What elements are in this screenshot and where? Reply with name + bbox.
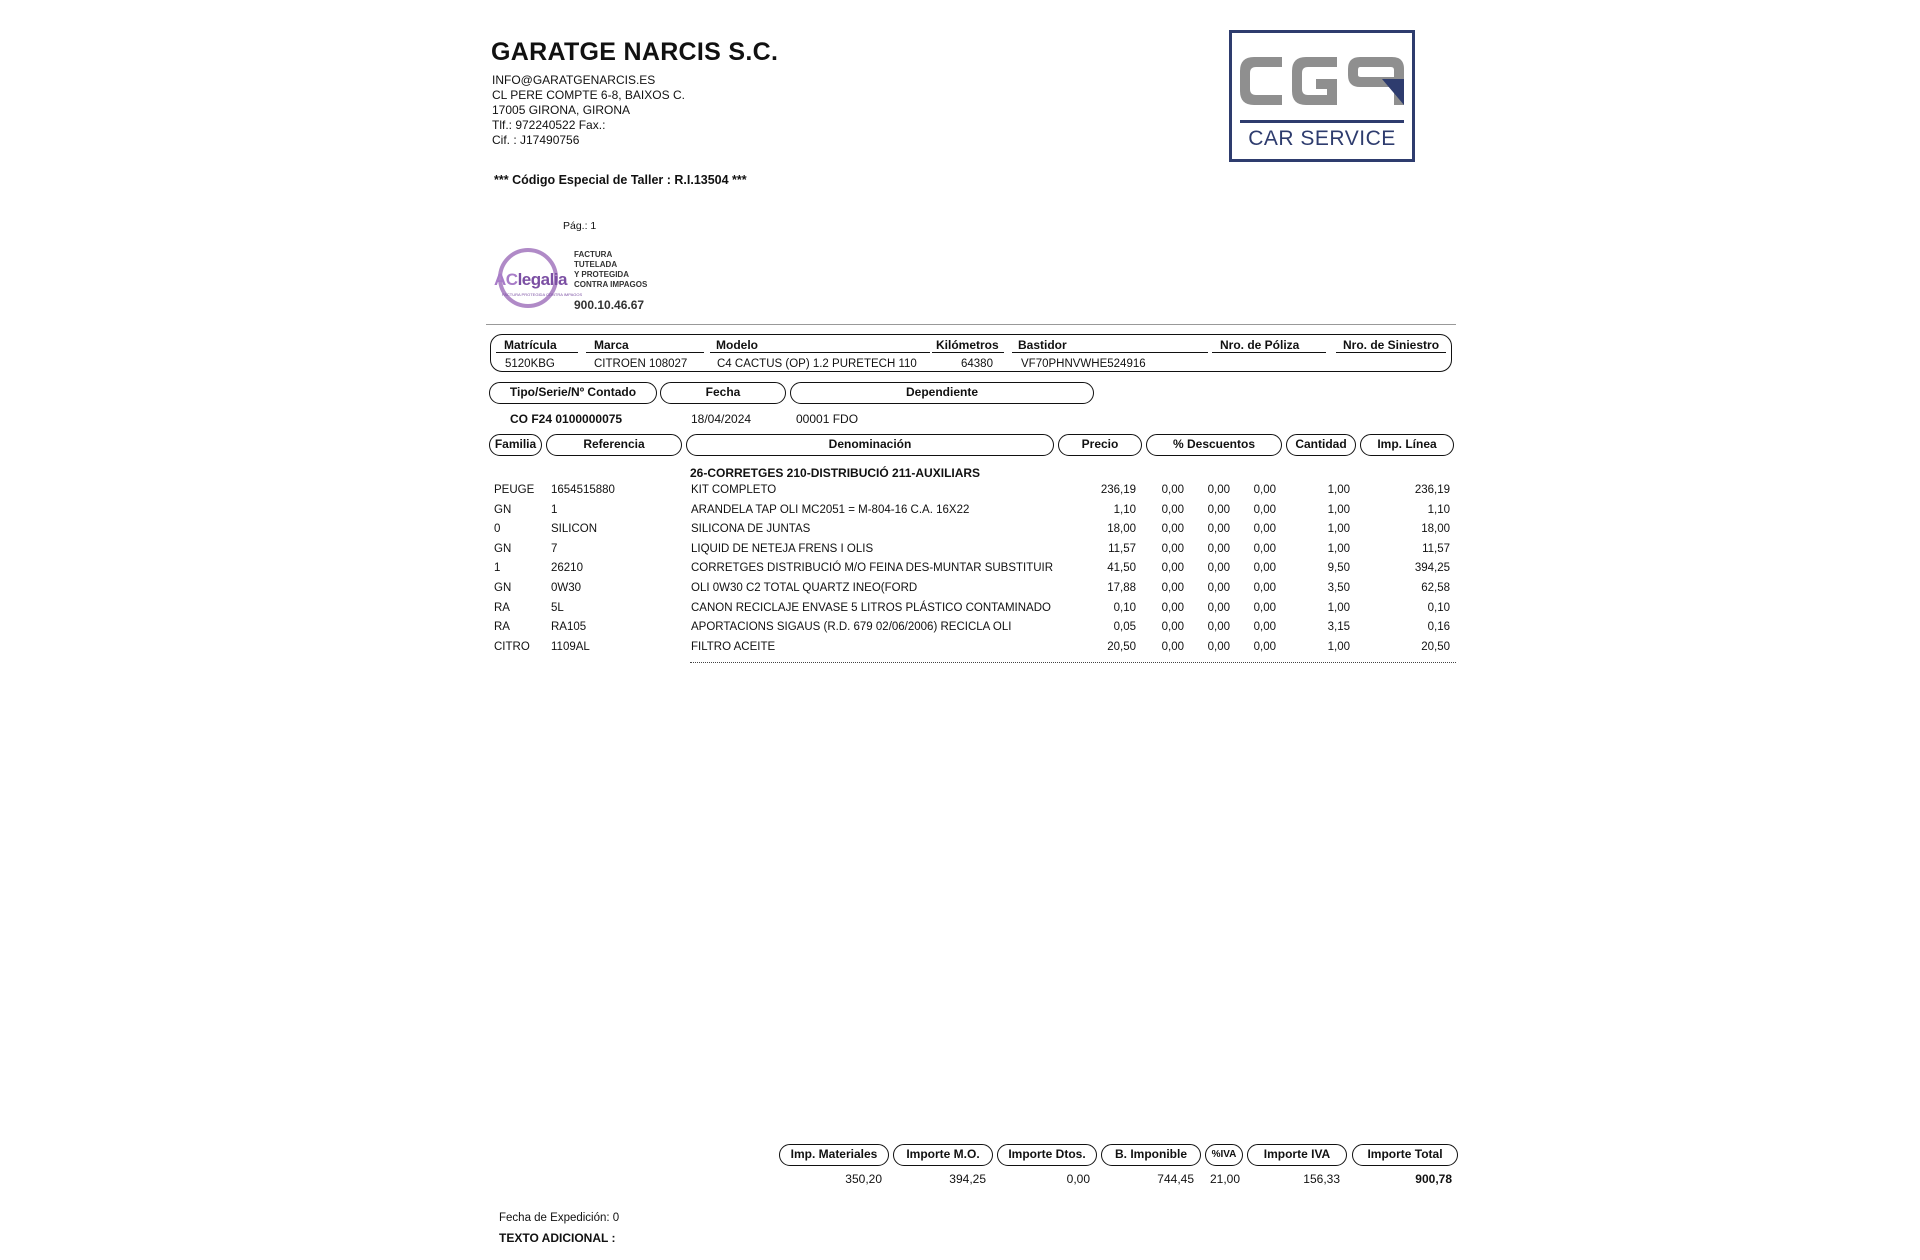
cell-cant: 1,00 [1327,484,1350,496]
cell-den: SILICONA DE JUNTAS [691,523,811,536]
header-cantidad: Cantidad [1286,434,1356,456]
cell-cant: 1,00 [1327,503,1350,516]
table-row [0,562,1920,581]
header-underline [710,352,930,353]
header-modelo: Modelo [716,338,758,352]
cga-car-service-logo [1229,30,1415,162]
cell-precio: 17,88 [1107,582,1136,594]
table-row [0,504,1920,523]
cell-d1: 0,00 [1161,503,1184,516]
cell-cant: 1,00 [1327,640,1350,653]
header-imp-linea: Imp. Línea [1360,434,1454,456]
header-underline [586,352,704,353]
header-poliza: Nro. de Póliza [1220,338,1300,352]
cell-imp: 394,25 [1414,562,1450,575]
cell-precio: 236,19 [1100,484,1136,496]
header-importe-mo: Importe M.O. [893,1144,993,1166]
section-title: 26-CORRETGES 210-DISTRIBUCIÓ 211-AUXILIARS [690,466,981,480]
table-row [0,641,1920,660]
header-underline [1012,352,1208,353]
cell-d1: 0,00 [1161,542,1184,555]
doc-number: CO F24 0100000075 [510,412,623,426]
cell-d2: 0,00 [1207,601,1230,614]
logo-divider [1240,120,1404,123]
header-importe-total: Importe Total [1352,1144,1458,1166]
cell-d2: 0,00 [1207,542,1230,555]
cell-fam: RA [494,621,510,634]
cell-d3: 0,00 [1253,640,1276,653]
cell-den: OLI 0W30 C2 TOTAL QUARTZ INEO(FORD [691,582,918,594]
header-underline [496,352,578,353]
cell-imp: 0,10 [1427,601,1450,614]
cell-den: LIQUID DE NETEJA FRENS I OLIS [691,542,874,555]
table-end-dots [690,662,1456,663]
address-cif: Cif. : J17490756 [492,133,580,147]
header-underline [1336,352,1446,353]
texto-adicional: TEXTO ADICIONAL : [499,1231,616,1245]
cell-imp: 0,16 [1427,621,1450,634]
header-tipo-serie: Tipo/Serie/Nº Contado [489,382,657,404]
total-iva: 156,33 [1303,1172,1340,1186]
header-kilometros: Kilómetros [936,338,999,352]
header-dependiente: Dependiente [790,382,1094,404]
cell-fam: GN [494,542,512,555]
cell-fam: RA [494,601,510,614]
cell-d1: 0,00 [1161,582,1184,594]
table-row [0,523,1920,542]
cell-d1: 0,00 [1161,640,1184,653]
cell-ref: 1 [551,503,558,516]
cell-ref: RA105 [551,621,587,634]
table-row [0,621,1920,640]
address-email: INFO@GARATGENARCIS.ES [492,73,656,87]
vehicle-marca: CITROEN 108027 [594,358,688,370]
header-fecha: Fecha [660,382,786,404]
header-importe-dtos: Importe Dtos. [997,1144,1097,1166]
total-dtos: 0,00 [1066,1172,1090,1186]
cell-cant: 3,50 [1327,582,1350,594]
cell-d2: 0,00 [1207,640,1230,653]
header-referencia: Referencia [546,434,682,456]
header-precio: Precio [1058,434,1142,456]
header-siniestro: Nro. de Siniestro [1343,338,1440,352]
cell-den: CANON RECICLAJE ENVASE 5 LITROS PLÁSTICO CONTAMINADO [691,601,1051,614]
table-row [0,484,1920,503]
total-importe: 900,78 [1415,1172,1452,1186]
header-b-imponible: B. Imponible [1101,1144,1201,1166]
cell-precio: 11,57 [1108,542,1136,555]
table-row [0,582,1920,601]
cell-den: CORRETGES DISTRIBUCIÓ M/O FEINA DES-MUNTAR SUBSTITUIR [691,562,1054,575]
cell-d1: 0,00 [1161,523,1184,536]
cell-ref: SILICON [551,523,598,536]
cell-d2: 0,00 [1207,621,1230,634]
header-marca: Marca [594,338,629,352]
logo-caption: CAR SERVICE [1248,127,1396,150]
address-city: 17005 GIRONA, GIRONA [492,103,631,117]
cell-d3: 0,00 [1253,621,1276,634]
cell-fam: 0 [494,523,501,536]
cell-d2: 0,00 [1207,484,1230,496]
cell-imp: 20,50 [1421,640,1450,653]
page-number: Pág.: 1 [563,220,597,232]
cell-precio: 18,00 [1107,523,1136,536]
header-descuentos: % Descuentos [1146,434,1282,456]
cell-fam: GN [494,503,512,516]
header-importe-iva: Importe IVA [1247,1144,1347,1166]
header-denominacion: Denominación [686,434,1054,456]
cell-cant: 1,00 [1327,601,1350,614]
cell-imp: 62,58 [1421,582,1450,594]
doc-dependiente: 00001 FDO [796,412,859,426]
total-iva-pct: 21,00 [1209,1172,1240,1186]
header-divider [486,324,1456,325]
cell-cant: 3,15 [1327,621,1350,634]
vehicle-kilometros: 64380 [961,358,993,370]
fecha-expedicion: Fecha de Expedición: 0 [499,1212,620,1224]
cell-d3: 0,00 [1253,542,1276,555]
cell-ref: 7 [551,542,558,555]
cell-precio: 20,50 [1107,640,1136,653]
cell-ref: 1109AL [551,640,590,653]
aclegalia-badge [494,244,669,316]
total-base: 744,45 [1157,1172,1194,1186]
cell-d3: 0,00 [1253,601,1276,614]
total-mo: 394,25 [949,1172,986,1186]
vehicle-bastidor: VF70PHNVWHE524916 [1021,358,1146,370]
cell-d1: 0,00 [1161,484,1184,496]
address-street: CL PERE COMPTE 6-8, BAIXOS C. [492,88,685,102]
cell-d1: 0,00 [1161,562,1184,575]
cell-ref: 26210 [551,562,583,575]
cell-den: KIT COMPLETO [691,484,777,496]
header-iva-pct: %IVA [1205,1144,1243,1166]
cell-imp: 1,10 [1427,503,1450,516]
vehicle-matricula: 5120KBG [505,358,555,370]
cell-fam: GN [494,582,512,594]
cell-fam: CITRO [494,640,530,653]
cell-d2: 0,00 [1207,503,1230,516]
cell-ref: 1654515880 [551,484,615,496]
cell-cant: 1,00 [1327,523,1350,536]
header-bastidor: Bastidor [1018,338,1067,352]
aclegalia-brand: AClegalia [494,270,567,289]
cell-cant: 1,00 [1327,542,1350,555]
cell-precio: 1,10 [1113,503,1136,516]
cell-fam: 1 [494,562,501,575]
cell-fam: PEUGE [494,484,535,496]
aclegalia-phone: 900.10.46.67 [574,298,645,312]
address-phone: Tlf.: 972240522 Fax.: [492,118,606,132]
cell-precio: 41,50 [1107,562,1136,575]
cga-logo-icon [1232,39,1412,119]
table-row [0,602,1920,621]
header-familia: Familia [489,434,542,456]
vehicle-modelo: C4 CACTUS (OP) 1.2 PURETECH 110 [717,358,917,370]
cell-d2: 0,00 [1207,523,1230,536]
cell-cant: 9,50 [1327,562,1350,575]
cell-imp: 18,00 [1421,523,1450,536]
special-workshop-code: *** Código Especial de Taller : R.I.13504 *** [494,173,747,187]
cell-d3: 0,00 [1253,503,1276,516]
cell-imp: 236,19 [1414,484,1450,496]
header-imp-materiales: Imp. Materiales [779,1144,889,1166]
total-materiales: 350,20 [845,1172,882,1186]
header-underline [1212,352,1326,353]
cell-d3: 0,00 [1253,523,1276,536]
table-row [0,543,1920,562]
header-underline [932,352,1004,353]
cell-precio: 0,10 [1113,601,1136,614]
cell-den: ARANDELA TAP OLI MC2051 = M-804-16 C.A. 16X22 [691,503,970,516]
cell-ref: 0W30 [551,582,582,594]
header-matricula: Matrícula [504,338,557,352]
cell-den: APORTACIONS SIGAUS (R.D. 679 02/06/2006) RECICLA OLI [691,621,1012,634]
cell-d1: 0,00 [1161,621,1184,634]
cell-d3: 0,00 [1253,484,1276,496]
company-address [492,73,685,148]
cell-precio: 0,05 [1113,621,1136,634]
cell-imp: 11,57 [1422,542,1450,555]
aclegalia-text: FACTURA TUTELADA Y PROTEGIDA CONTRA IMPAGOS [574,250,648,289]
doc-date: 18/04/2024 [691,412,752,426]
company-name: GARATGE NARCIS S.C. [491,38,779,66]
cell-d2: 0,00 [1207,582,1230,594]
cell-d2: 0,00 [1207,562,1230,575]
cell-d3: 0,00 [1253,582,1276,594]
cell-d3: 0,00 [1253,562,1276,575]
cell-ref: 5L [551,601,564,614]
cell-den: FILTRO ACEITE [691,640,776,653]
aclegalia-sub: FACTURA PROTEGIDA CONTRA IMPAGOS [502,292,583,297]
cell-d1: 0,00 [1161,601,1184,614]
